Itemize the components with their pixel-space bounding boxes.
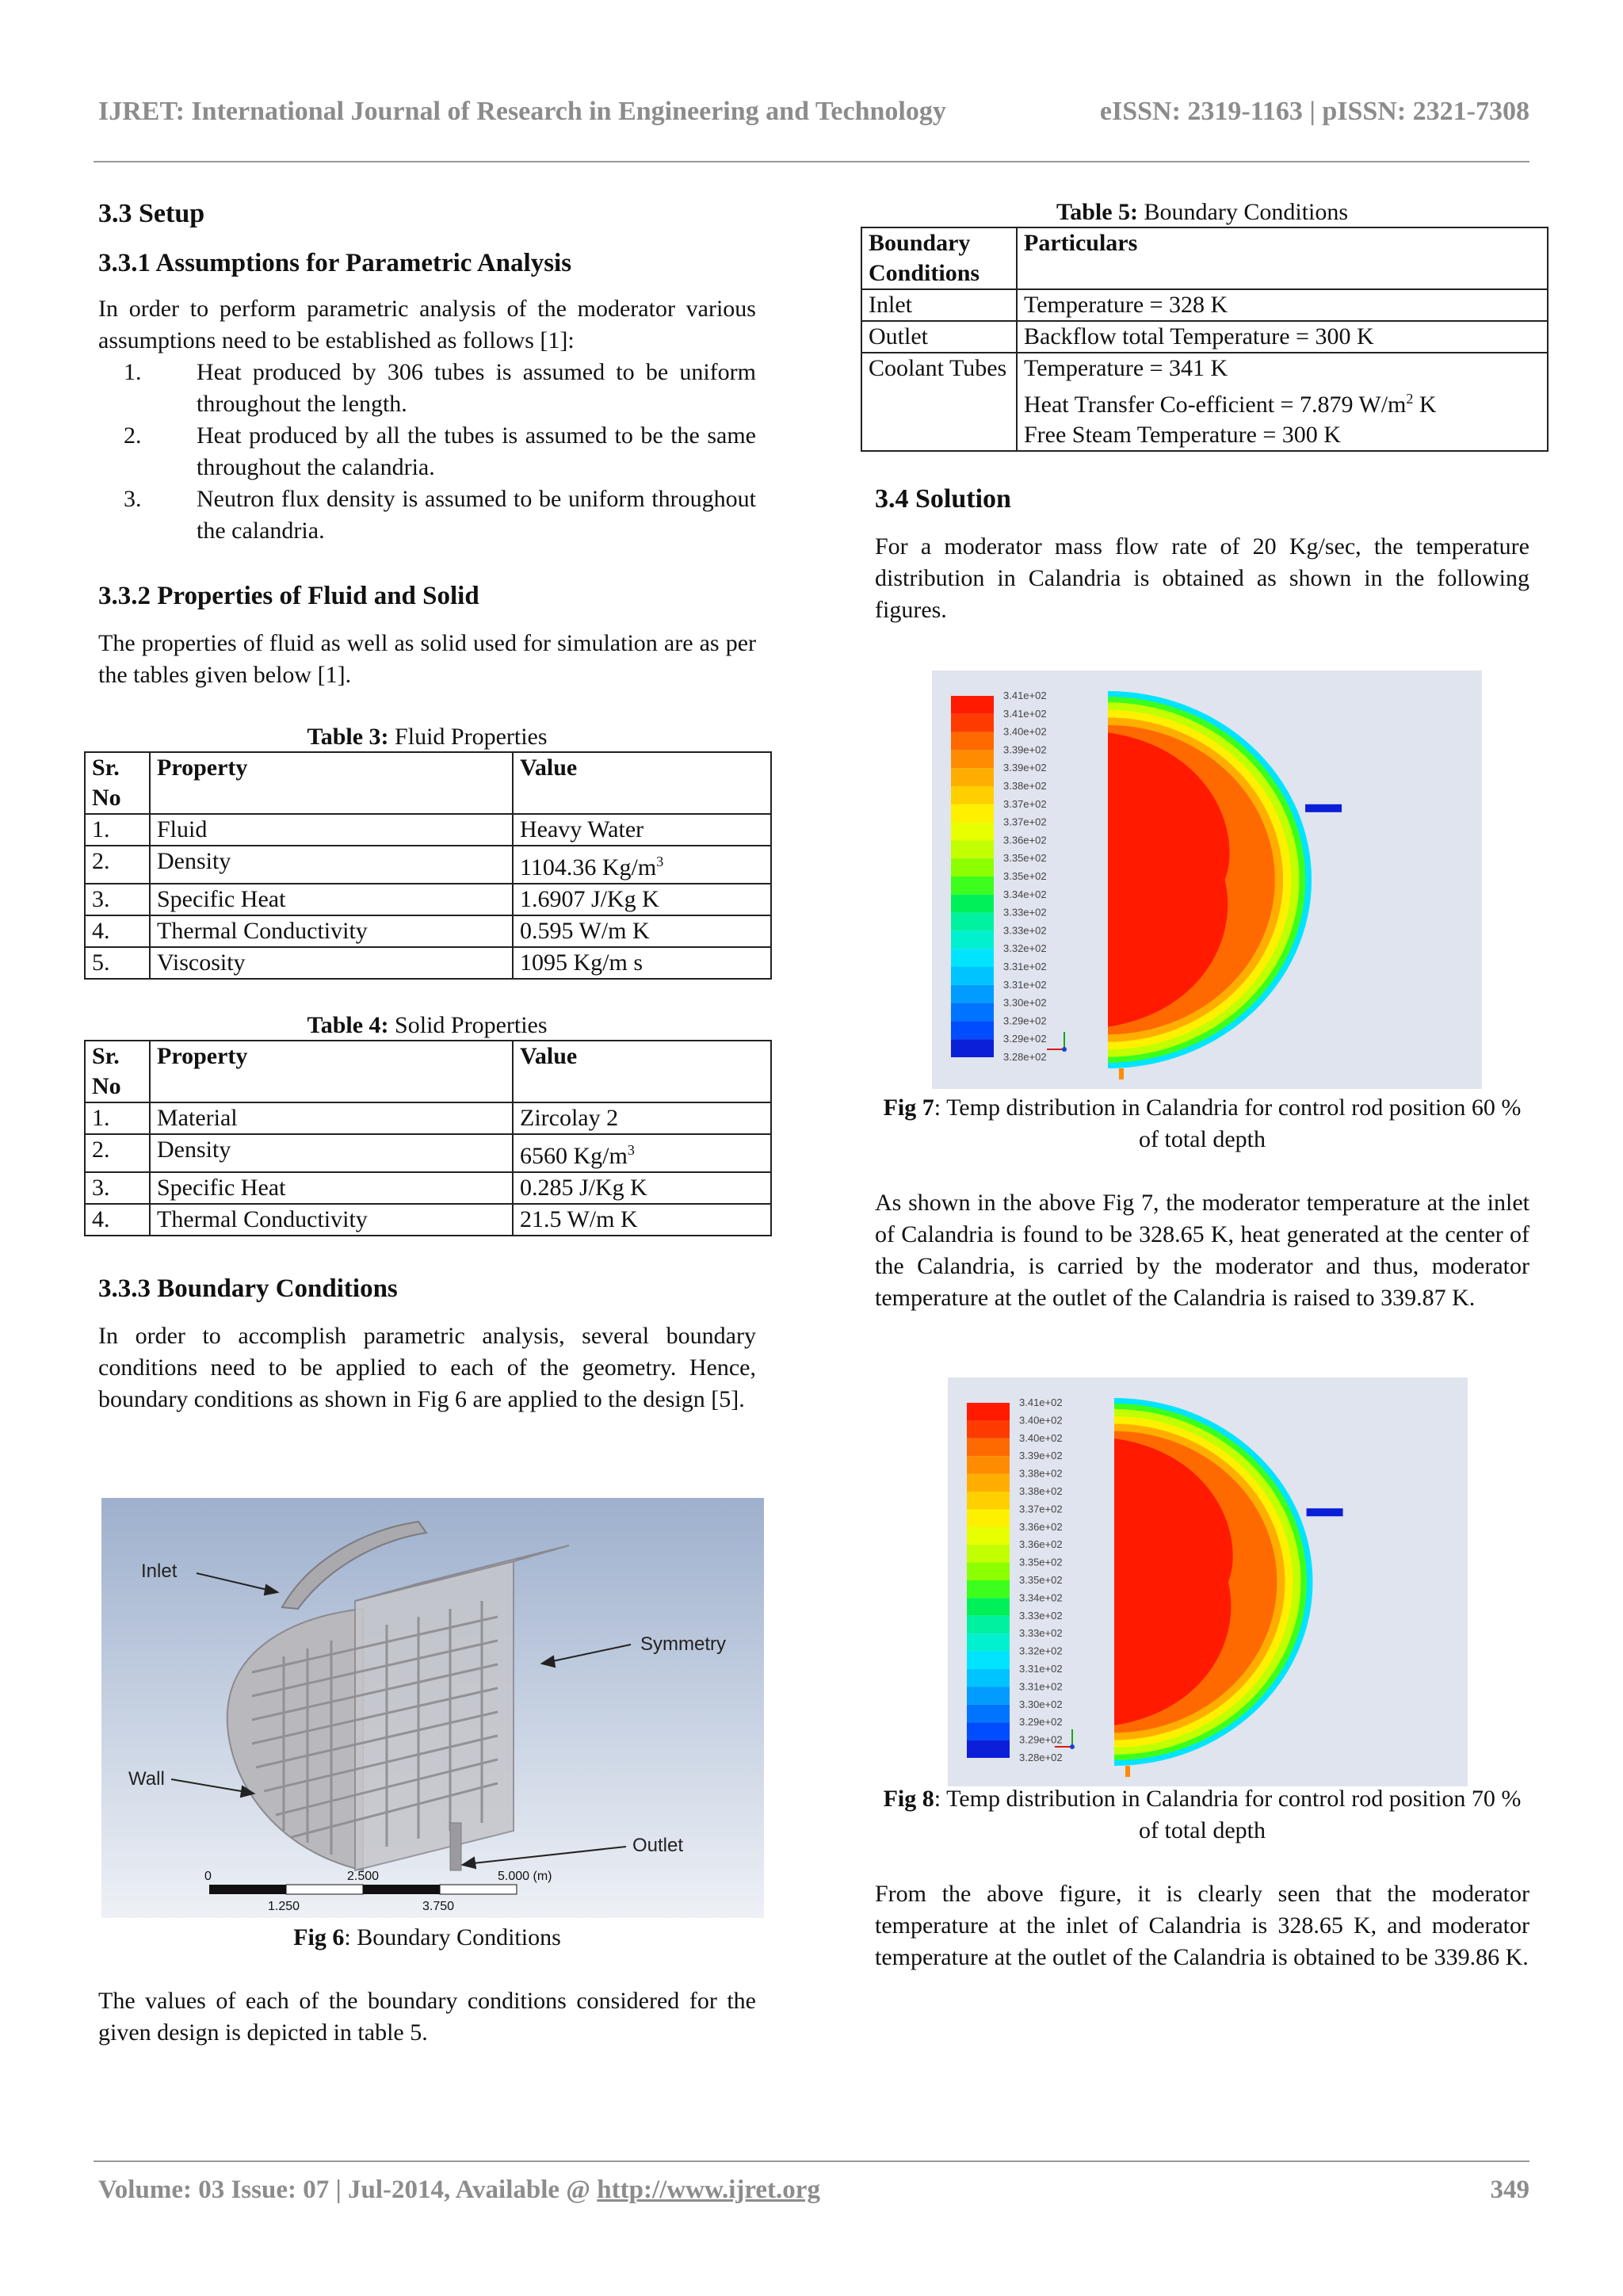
journal-title: IJRET: International Journal of Research in Engineering and Technology: [98, 97, 946, 126]
table-row: 5. Viscosity 1095 Kg/m s: [85, 947, 771, 979]
legend-label: 3.40e+02: [1003, 725, 1047, 738]
legend-label: 3.36e+02: [1019, 1538, 1063, 1551]
boundary-closing: The values of each of the boundary conditions considered for the given design is depicted in table 5.: [98, 1988, 756, 2046]
legend-swatch: [967, 1403, 1010, 1420]
legend-label: 3.33e+02: [1003, 906, 1047, 919]
legend-swatch: [967, 1722, 1010, 1740]
axis-z: [1070, 1744, 1075, 1749]
legend-swatch: [967, 1438, 1010, 1456]
issn: eISSN: 2319-1163 | pISSN: 2321-7308: [1099, 97, 1529, 126]
legend-label: 3.36e+02: [1019, 1520, 1063, 1533]
legend-swatch: [951, 714, 994, 732]
table-row: 4. Thermal Conductivity 21.5 W/m K: [85, 1204, 771, 1236]
legend-swatch: [951, 985, 994, 1003]
axis-z: [1062, 1047, 1067, 1052]
legend-label: 3.31e+02: [1019, 1663, 1063, 1675]
table-row: Inlet Temperature = 328 K: [861, 289, 1548, 321]
header-rule: [94, 161, 1529, 162]
legend-label: 3.33e+02: [1003, 924, 1047, 937]
legend-swatch: [951, 804, 994, 823]
legend-swatch: [967, 1474, 1010, 1492]
fig6-boundary-conditions: [101, 1498, 764, 1918]
legend-swatch: [967, 1687, 1010, 1704]
boundary-intro: In order to accomplish parametric analysis, several boundary conditions need to be applied to each of the geometry. Hence, boundary conditions as shown in Fig 6 are applied to the design [5].: [98, 1323, 756, 1412]
legend-swatch: [967, 1545, 1010, 1562]
legend-swatch: [967, 1456, 1010, 1473]
legend-label: 3.33e+02: [1019, 1609, 1063, 1622]
list-item: [98, 483, 756, 547]
legend-swatch: [967, 1652, 1010, 1669]
fig8-discussion: From the above figure, it is clearly seen that the moderator temperature at the inlet of Calandria is 328.65 K, and moderator temperature at the outlet of the Calandria is obtained to be 339.86 K.: [875, 1881, 1529, 1970]
list-text: Heat produced by 306 tubes is assumed to be uniform throughout the length.: [197, 359, 756, 417]
legend-swatch: [951, 858, 994, 877]
table-row: Coolant Tubes Temperature = 341 K Heat Transfer Co-efficient = 7.879 $W/m^2$ K Free Steam Temperature = 300 K: [861, 353, 1548, 451]
legend-label: 3.39e+02: [1019, 1450, 1063, 1462]
fig7-drawing: [932, 670, 1482, 1089]
legend-label: 3.34e+02: [1019, 1591, 1063, 1604]
label-inlet: Inlet: [141, 1561, 178, 1582]
legend-label: 3.36e+02: [1003, 834, 1047, 846]
left-column: [92, 198, 756, 1415]
legend-label: 3.33e+02: [1019, 1627, 1063, 1640]
legend-swatch: [951, 913, 994, 931]
legend-label: 3.37e+02: [1003, 797, 1047, 810]
legend-label: 3.40e+02: [1019, 1414, 1063, 1427]
inlet-stub: [1125, 1766, 1130, 1777]
legend-label: 3.39e+02: [1003, 762, 1047, 774]
table4-solid-properties: [84, 1040, 772, 1236]
table-row: 3. Specific Heat 0.285 J/Kg K: [85, 1172, 771, 1204]
legend-label: 3.40e+02: [1019, 1431, 1063, 1444]
legend-label: 3.38e+02: [1019, 1485, 1063, 1497]
legend-label: 3.41e+02: [1019, 1396, 1063, 1408]
table-row: Outlet Backflow total Temperature = 300 K: [861, 321, 1548, 353]
fig8-contour: [948, 1377, 1468, 1786]
legend-swatch: [967, 1580, 1010, 1598]
table-row: 2. Density 1104.36 $Kg/m^3$: [85, 846, 771, 884]
list-item: [98, 420, 756, 483]
label-outlet: Outlet: [632, 1835, 684, 1856]
table-row: 2. Density 6560 $Kg/m^3$: [85, 1134, 771, 1172]
table4-caption: Table 4: Solid Properties: [307, 1012, 548, 1038]
legend-label: 3.35e+02: [1019, 1556, 1063, 1568]
scale-tick: 3.750: [422, 1900, 455, 1913]
fig6-caption: Fig 6: Boundary Conditions: [293, 1924, 561, 1950]
label-symmetry: Symmetry: [640, 1633, 726, 1655]
legend-swatch: [951, 840, 994, 858]
assumptions-list: [98, 357, 756, 547]
legend-label: 3.29e+02: [1003, 1033, 1047, 1045]
legend-label: 3.32e+02: [1003, 942, 1047, 955]
legend-swatch: [951, 786, 994, 804]
legend-swatch: [967, 1527, 1010, 1545]
label-wall: Wall: [128, 1768, 165, 1790]
legend-label: 3.31e+02: [1003, 961, 1047, 972]
legend-swatch: [967, 1598, 1010, 1615]
legend-swatch: [967, 1633, 1010, 1651]
legend-swatch: [951, 768, 994, 786]
list-text: Neutron flux density is assumed to be uniform throughout the calandria.: [197, 486, 756, 544]
legend-swatch: [951, 895, 994, 913]
outlet-stub: [1307, 1508, 1343, 1516]
legend-label: 3.38e+02: [1003, 780, 1047, 792]
table-row: 4. Thermal Conductivity 0.595 W/m K: [85, 915, 771, 947]
table5-caption: Table 5: Boundary Conditions: [1056, 199, 1349, 225]
legend-label: 3.41e+02: [1003, 707, 1047, 720]
section-heading-solution: 3.4 Solution: [875, 484, 1011, 514]
table3-caption: Table 3: Fluid Properties: [307, 724, 548, 750]
legend-label: 3.37e+02: [1019, 1503, 1063, 1515]
footer-volume: Volume: 03 Issue: 07 | Jul-2014, Available @ http://www.ijret.org: [98, 2176, 820, 2204]
legend-label: 3.29e+02: [1019, 1733, 1063, 1746]
fig7-discussion: As shown in the above Fig 7, the moderator temperature at the inlet of Calandria is found to be 328.65 K, heat generated at the center of the Calandria, is carried by the moderator and thus, moderator temperature at the outlet of the Calandria is raised to 339.87 K.: [875, 1190, 1529, 1311]
list-number: 1.: [124, 359, 142, 385]
list-text: Heat produced by all the tubes is assumed to be the same throughout the calandria.: [197, 422, 756, 480]
legend-label: 3.32e+02: [1019, 1645, 1063, 1657]
list-number: 2.: [124, 422, 142, 449]
legend-label: 3.38e+02: [1019, 1467, 1063, 1480]
legend-swatch: [951, 750, 994, 768]
legend-swatch: [951, 930, 994, 949]
legend-label: 3.37e+02: [1003, 816, 1047, 828]
legend-swatch: [967, 1509, 1010, 1526]
section-heading-setup: 3.3 Setup: [98, 199, 205, 228]
list-item: [98, 357, 756, 420]
legend-swatch: [951, 949, 994, 967]
legend-swatch: [951, 877, 994, 895]
fig8-drawing: [948, 1377, 1468, 1786]
legend-label: 3.30e+02: [1019, 1698, 1063, 1710]
legend-swatch: [967, 1616, 1010, 1633]
legend-label: 3.35e+02: [1019, 1574, 1063, 1586]
legend-label: 3.29e+02: [1003, 1014, 1047, 1027]
legend-swatch: [967, 1420, 1010, 1438]
legend-label: 3.31e+02: [1019, 1680, 1063, 1693]
outlet-stub: [1305, 804, 1342, 812]
footer-rule: [94, 2160, 1529, 2162]
fig7-contour: [932, 670, 1482, 1089]
table-header-row: Sr. No Property Value: [85, 752, 771, 814]
footer-url-link[interactable]: http://www.ijret.org: [597, 2176, 820, 2204]
scale-tick: 1.250: [268, 1900, 300, 1913]
scale-tick: 2.500: [347, 1870, 380, 1883]
legend-swatch: [951, 1003, 994, 1022]
legend-label: 3.35e+02: [1003, 870, 1047, 882]
subsection-heading-boundary: 3.3.3 Boundary Conditions: [98, 1274, 398, 1303]
table3-fluid-properties: [84, 751, 772, 980]
legend-swatch: [967, 1669, 1010, 1687]
legend-swatch: [951, 967, 994, 985]
legend-swatch: [951, 1021, 994, 1039]
table-header-row: Sr. No Property Value: [85, 1041, 771, 1102]
legend-label: 3.28e+02: [1019, 1752, 1063, 1763]
table-header-row: Boundary Conditions Particulars: [861, 227, 1548, 289]
properties-intro: The properties of fluid as well as solid used for simulation are as per the tables given below [1].: [98, 630, 756, 688]
inlet-stub: [1119, 1068, 1124, 1079]
legend-label: 3.39e+02: [1003, 743, 1047, 756]
scale-tick: 5.000 (m): [498, 1870, 552, 1883]
legend-swatch: [967, 1563, 1010, 1580]
table-row: 3. Specific Heat 1.6907 J/Kg K: [85, 884, 771, 915]
fig8-caption: Fig 8: Temp distribution in Calandria for control rod position 70 % of total depth: [883, 1786, 1522, 1843]
right-column: [869, 198, 1529, 626]
legend-label: 3.41e+02: [1003, 690, 1047, 701]
legend-swatch: [967, 1740, 1010, 1758]
legend-label: 3.35e+02: [1003, 852, 1047, 865]
legend-swatch: [951, 732, 994, 751]
table5-boundary-conditions: [861, 227, 1549, 452]
legend-swatch: [967, 1705, 1010, 1722]
fig6-drawing: [101, 1498, 764, 1918]
legend-swatch: [951, 696, 994, 714]
legend-swatch: [967, 1492, 1010, 1509]
table-row: 1. Material Zircolay 2: [85, 1102, 771, 1134]
legend-label: 3.28e+02: [1003, 1051, 1047, 1063]
page-number: 349: [1490, 2176, 1529, 2204]
scale-tick: 0: [204, 1870, 212, 1883]
legend-label: 3.31e+02: [1003, 978, 1047, 991]
subsection-heading-assumptions: 3.3.1 Assumptions for Parametric Analysis: [98, 249, 572, 277]
legend-label: 3.34e+02: [1003, 888, 1047, 900]
legend-label: 3.30e+02: [1003, 996, 1047, 1009]
legend-swatch: [951, 823, 994, 841]
legend-label: 3.29e+02: [1019, 1716, 1063, 1729]
solution-intro: For a moderator mass flow rate of 20 Kg/sec, the temperature distribution in Calandria is obtained as shown in the following figures.: [875, 533, 1529, 623]
list-number: 3.: [124, 486, 142, 512]
assumptions-intro: In order to perform parametric analysis of the moderator various assumptions need to be established as follows [1]:: [98, 296, 756, 353]
table-row: 1. Fluid Heavy Water: [85, 814, 771, 846]
subsection-heading-properties: 3.3.2 Properties of Fluid and Solid: [98, 582, 479, 610]
fig7-caption: Fig 7: Temp distribution in Calandria for control rod position 60 % of total depth: [883, 1095, 1522, 1152]
legend-swatch: [951, 1039, 994, 1057]
